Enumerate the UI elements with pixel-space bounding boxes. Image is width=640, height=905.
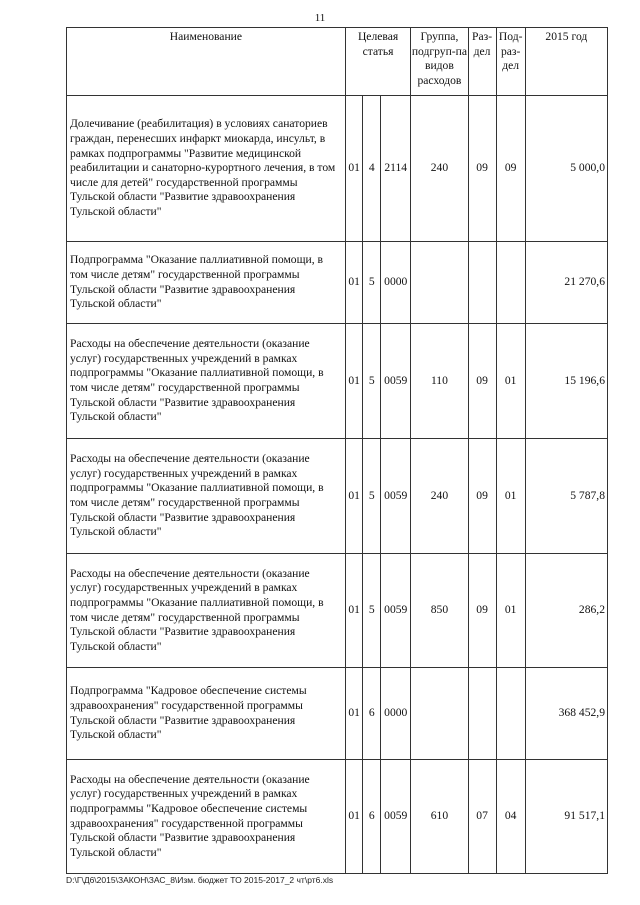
row-name: Расходы на обеспечение деятельности (оказание услуг) государственных учреждений в рамках подпрограммы "Оказание паллиативной помощи, в том числе детям" государственной программы Тульской области "Развитие здравоохранения Тульской области" xyxy=(67,324,346,439)
section-code: 09 xyxy=(468,96,496,242)
subsection-code xyxy=(496,242,525,324)
group-code xyxy=(411,668,468,760)
table-row xyxy=(67,242,608,324)
target-code-3: 0059 xyxy=(381,760,411,874)
budget-table xyxy=(66,27,608,874)
target-code-3: 0000 xyxy=(381,242,411,324)
section-code: 09 xyxy=(468,439,496,554)
target-code-1: 01 xyxy=(345,242,363,324)
target-code-2: 6 xyxy=(363,760,381,874)
group-code xyxy=(411,242,468,324)
target-code-1: 01 xyxy=(345,554,363,668)
target-code-2: 6 xyxy=(363,668,381,760)
subsection-code: 01 xyxy=(496,554,525,668)
target-code-3: 0000 xyxy=(381,668,411,760)
target-code-1: 01 xyxy=(345,96,363,242)
row-name: Подпрограмма "Оказание паллиативной помощи, в том числе детям" государственной программы Тульской области "Развитие здравоохранения Тульской области" xyxy=(67,242,346,324)
target-code-1: 01 xyxy=(345,760,363,874)
group-code: 610 xyxy=(411,760,468,874)
target-code-2: 5 xyxy=(363,324,381,439)
header-year: 2015 год xyxy=(525,28,607,96)
target-code-3: 0059 xyxy=(381,324,411,439)
group-code: 110 xyxy=(411,324,468,439)
header-section: Раз-дел xyxy=(468,28,496,96)
group-code: 240 xyxy=(411,96,468,242)
group-code: 240 xyxy=(411,439,468,554)
table-row xyxy=(67,554,608,668)
target-code-3: 2114 xyxy=(381,96,411,242)
table-row xyxy=(67,668,608,760)
table-row xyxy=(67,439,608,554)
section-code xyxy=(468,242,496,324)
target-code-1: 01 xyxy=(345,668,363,760)
target-code-1: 01 xyxy=(345,324,363,439)
row-name: Расходы на обеспечение деятельности (оказание услуг) государственных учреждений в рамках подпрограммы "Оказание паллиативной помощи, в том числе детям" государственной программы Тульской области "Развитие здравоохранения Тульской области" xyxy=(67,554,346,668)
target-code-3: 0059 xyxy=(381,439,411,554)
amount-2015: 91 517,1 xyxy=(525,760,607,874)
subsection-code: 04 xyxy=(496,760,525,874)
section-code: 09 xyxy=(468,324,496,439)
section-code: 09 xyxy=(468,554,496,668)
group-code: 850 xyxy=(411,554,468,668)
file-path-footer: D:\Г\Д6\2015\ЗАКОН\ЗАС_8\Изм. бюджет ТО 2015-2017_2 чт\рт6.xls xyxy=(66,875,334,885)
table-row xyxy=(67,324,608,439)
target-code-2: 4 xyxy=(363,96,381,242)
row-name: Расходы на обеспечение деятельности (оказание услуг) государственных учреждений в рамках подпрограммы "Оказание паллиативной помощи, в том числе детям" государственной программы Тульской области "Развитие здравоохранения Тульской области" xyxy=(67,439,346,554)
row-name: Подпрограмма "Кадровое обеспечение системы здравоохранения" государственной программы Тульской области "Развитие здравоохранения Тульской области" xyxy=(67,668,346,760)
target-code-3: 0059 xyxy=(381,554,411,668)
target-code-2: 5 xyxy=(363,439,381,554)
table-row xyxy=(67,96,608,242)
target-code-2: 5 xyxy=(363,554,381,668)
subsection-code: 09 xyxy=(496,96,525,242)
amount-2015: 368 452,9 xyxy=(525,668,607,760)
header-subsection: Под-раз-дел xyxy=(496,28,525,96)
target-code-1: 01 xyxy=(345,439,363,554)
section-code: 07 xyxy=(468,760,496,874)
amount-2015: 15 196,6 xyxy=(525,324,607,439)
subsection-code: 01 xyxy=(496,324,525,439)
row-name: Расходы на обеспечение деятельности (оказание услуг) государственных учреждений в рамках подпрограммы "Кадровое обеспечение системы здравоохранения" государственной программы Тульской области "Развитие здравоохранения Тульской области" xyxy=(67,760,346,874)
amount-2015: 5 787,8 xyxy=(525,439,607,554)
amount-2015: 5 000,0 xyxy=(525,96,607,242)
row-name: Долечивание (реабилитация) в условиях санаториев граждан, перенесших инфаркт миокарда, инсульт, в рамках подпрограммы "Развитие медицинской реабилитации и санаторно-курортного лечения, в том числе для детей" государственной программы Тульской области "Развитие здравоохранения Тульской области" xyxy=(67,96,346,242)
amount-2015: 21 270,6 xyxy=(525,242,607,324)
amount-2015: 286,2 xyxy=(525,554,607,668)
header-name: Наименование xyxy=(67,28,346,96)
target-code-2: 5 xyxy=(363,242,381,324)
page-number: 11 xyxy=(314,12,326,24)
section-code xyxy=(468,668,496,760)
subsection-code: 01 xyxy=(496,439,525,554)
subsection-code xyxy=(496,668,525,760)
header-target: Целевая статья xyxy=(345,28,411,96)
table-row xyxy=(67,760,608,874)
header-group: Группа, подгруп-па видов расходов xyxy=(411,28,468,96)
